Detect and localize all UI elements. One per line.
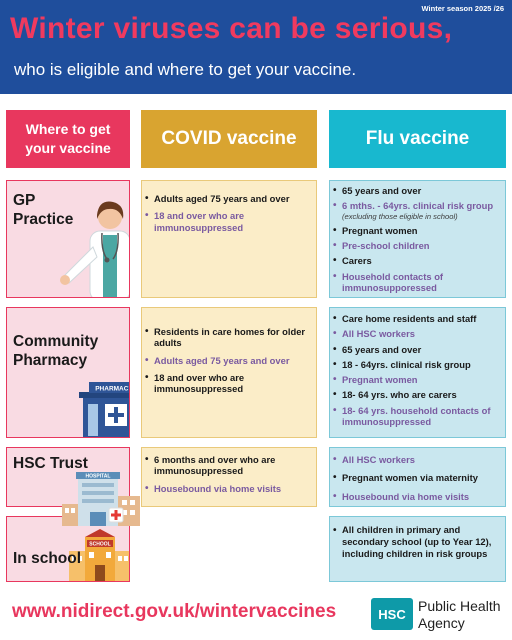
- covid-cell-community-pharmacy: [141, 307, 317, 438]
- list-item: • All HSC workers: [330, 328, 501, 339]
- eligibility-list: [330, 313, 505, 427]
- list-item: • Care home residents and staff: [330, 313, 501, 324]
- eligibility-list: [142, 454, 316, 494]
- list-item: • 18 and over who are immunosuppressed: [142, 372, 312, 395]
- location-label: Community Pharmacy: [13, 333, 99, 370]
- location-community-pharmacy: [6, 307, 133, 438]
- page-subtitle: who is eligible and where to get your vaccine.: [14, 60, 357, 79]
- flu-cell-community-pharmacy: [329, 307, 506, 438]
- covid-cell-hsc-trust: [141, 447, 317, 507]
- list-item: • Pregnant women: [330, 225, 501, 236]
- list-item-note: (excluding those eligible in school): [342, 211, 458, 221]
- list-item: • Pregnant women: [330, 374, 501, 385]
- hsc-logo-mark: HSC: [378, 607, 406, 622]
- list-item: • All children in primary and secondary school (up to Year 12), including children in risk groups: [330, 524, 501, 561]
- eligibility-list: [142, 326, 316, 394]
- hospital-sign-label: HOSPITAL: [85, 473, 111, 480]
- column-header-flu: Flu vaccine: [329, 110, 506, 168]
- covid-cell-gp-practice: [141, 180, 317, 298]
- eligibility-list: [142, 193, 316, 233]
- hospital-building-icon: [62, 470, 140, 526]
- list-item: • 6 mths. - 64yrs. clinical risk group (excluding those eligible in school): [330, 200, 501, 220]
- organisation-line-1: Public Health: [418, 598, 501, 614]
- list-item: • 18 and over who are immunosuppressed: [142, 210, 312, 233]
- eligibility-list: [330, 524, 505, 561]
- header-banner: [0, 0, 512, 94]
- list-item: • Household contacts of immunosupporessed: [330, 271, 501, 294]
- hsc-logo-icon: [371, 598, 413, 630]
- list-item: • 65 years and over: [330, 185, 501, 196]
- list-item: • Housebound via home visits: [142, 483, 312, 494]
- eligibility-list: [330, 185, 505, 293]
- list-item: • Adults aged 75 years and over: [142, 355, 312, 366]
- flu-cell-hsc-trust: [329, 447, 506, 507]
- list-item: • Pre-school children: [330, 240, 501, 251]
- list-item: • 6 months and over who are immunosuppressed: [142, 454, 312, 477]
- eligibility-list: [330, 454, 505, 502]
- organisation-name: [418, 598, 501, 632]
- website-link[interactable]: www.nidirect.gov.uk/wintervaccines: [12, 601, 337, 622]
- season-label: Winter season 2025 /26: [421, 4, 504, 13]
- list-item: • Carers: [330, 255, 501, 266]
- organisation-line-2: Agency: [418, 614, 465, 631]
- flu-cell-gp-practice: [329, 180, 506, 298]
- list-item: • Adults aged 75 years and over: [142, 193, 312, 204]
- column-header-where: Where to get your vaccine: [6, 110, 130, 168]
- list-item: • Pregnant women via maternity: [330, 472, 501, 483]
- page-title: Winter viruses can be serious,: [10, 12, 453, 45]
- list-item: • Residents in care homes for older adults: [142, 326, 312, 349]
- list-item: • 18- 64 yrs. household contacts of immunosuppressed: [330, 405, 501, 428]
- list-item: • All HSC workers: [330, 454, 501, 465]
- list-item: • 18- 64 yrs. who are carers: [330, 389, 501, 400]
- flu-cell-in-school: [329, 516, 506, 582]
- location-label: In school: [13, 550, 82, 567]
- list-item: • 65 years and over: [330, 344, 501, 355]
- location-gp-practice: [6, 180, 130, 298]
- school-sign-label: SCHOOL: [89, 541, 111, 548]
- location-label: GP Practice: [13, 192, 74, 229]
- pharmacy-sign-label: PHARMACY: [95, 385, 133, 393]
- list-item: • 18 - 64yrs. clinical risk group: [330, 359, 501, 370]
- list-item: • Housebound via home visits: [330, 491, 501, 502]
- pharmacy-building-icon: [79, 380, 133, 438]
- column-header-covid: COVID vaccine: [141, 110, 317, 168]
- location-label: HSC Trust: [13, 455, 88, 472]
